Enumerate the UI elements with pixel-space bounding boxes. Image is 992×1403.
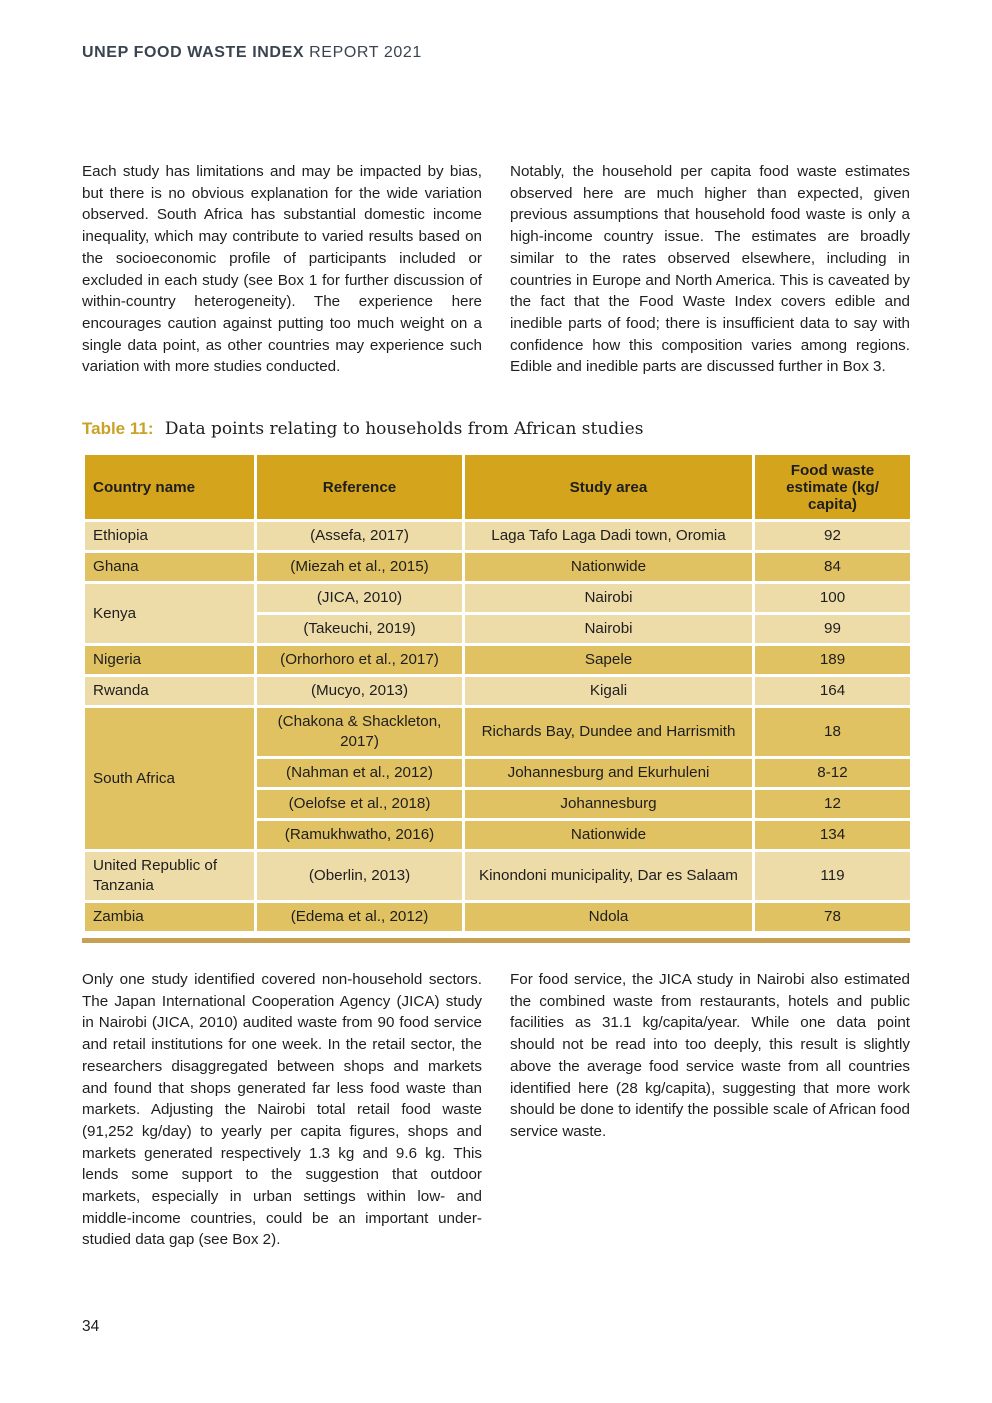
outro-right-paragraph: For food service, the JICA study in Nairobi also estimated the combined waste from restaurants, hotels and public facilities as 31.1 kg/capita/year. While one data point should not be read into too deeply, this result is slightly above the average food service waste from all countries identified here (28 kg/capita), suggesting that more work should be done to identify the possible scale of African food service waste. [510,971,910,1140]
table-row [84,552,912,583]
study-area-cell: Nationwide [464,552,754,583]
table-row [84,645,912,676]
reference-cell: (Nahman et al., 2012) [256,758,464,789]
households-data-table [82,452,913,934]
table-row [84,851,912,902]
table-row [84,902,912,933]
country-cell: Zambia [84,902,256,933]
country-cell: United Republic of Tanzania [84,851,256,902]
study-area-cell: Richards Bay, Dundee and Harrismith [464,707,754,758]
estimate-cell: 92 [754,521,912,552]
study-area-cell: Kigali [464,676,754,707]
outro-left-paragraph: Only one study identified covered non-household sectors. The Japan International Cooperation Agency (JICA) study in Nairobi (JICA, 2010) audited waste from 90 food service and retail institutions for one week. In the retail sector, the researchers disaggregated between shops and markets and found that shops generated far less food waste than markets. Adjusting the Nairobi total retail food waste (91,252 kg/day) to yearly per capita figures, shops and markets generated respectively 1.3 kg and 9.6 kg. This lends some support to the suggestion that outdoor markets, especially in urban settings within low- and middle-income countries, could be an important under-studied data gap (see Box 2). [82,971,482,1249]
study-area-cell: Johannesburg and Ekurhuleni [464,758,754,789]
study-area-cell: Nairobi [464,583,754,614]
reference-cell: (Miezah et al., 2015) [256,552,464,583]
estimate-cell: 100 [754,583,912,614]
table-caption [82,419,643,439]
header-subtitle: REPORT 2021 [309,44,422,61]
study-area-cell: Sapele [464,645,754,676]
estimate-cell: 164 [754,676,912,707]
header-reference: Reference [256,454,464,521]
estimate-cell: 12 [754,789,912,820]
intro-right-column [510,161,910,378]
table-bottom-rule [82,938,910,943]
study-area-cell: Kinondoni municipality, Dar es Salaam [464,851,754,902]
estimate-cell: 18 [754,707,912,758]
table-row [84,521,912,552]
estimate-cell: 78 [754,902,912,933]
outro-left-column [82,969,482,1251]
header-country: Country name [84,454,256,521]
reference-cell: (Oelofse et al., 2018) [256,789,464,820]
reference-cell: (Orhorhoro et al., 2017) [256,645,464,676]
country-cell: Ghana [84,552,256,583]
table-caption-text: Data points relating to households from African studies [164,419,644,439]
table-row [84,707,912,758]
page-number: 34 [82,1318,100,1335]
reference-cell: (Assefa, 2017) [256,521,464,552]
header-study-area: Study area [464,454,754,521]
report-header [82,44,422,62]
estimate-cell: 189 [754,645,912,676]
study-area-cell: Laga Tafo Laga Dadi town, Oromia [464,521,754,552]
country-cell: Nigeria [84,645,256,676]
table-row [84,583,912,614]
outro-right-column [510,969,910,1143]
estimate-cell: 119 [754,851,912,902]
reference-cell: (Ramukhwatho, 2016) [256,820,464,851]
reference-cell: (Takeuchi, 2019) [256,614,464,645]
country-cell: Rwanda [84,676,256,707]
estimate-cell: 134 [754,820,912,851]
reference-cell: (Chakona & Shackleton, 2017) [256,707,464,758]
reference-cell: (Mucyo, 2013) [256,676,464,707]
country-cell: Kenya [84,583,256,645]
reference-cell: (JICA, 2010) [256,583,464,614]
study-area-cell: Ndola [464,902,754,933]
reference-cell: (Oberlin, 2013) [256,851,464,902]
header-estimate: Food waste estimate (kg/ capita) [754,454,912,521]
intro-left-paragraph: Each study has limitations and may be impacted by bias, but there is no obvious explanation for the wide variation observed. South Africa has substantial domestic income inequality, which may contribute to varied results based on the socioeconomic profile of participants included or excluded in each study (see Box 1 for further discussion of within-country heterogeneity). The experience here encourages caution against putting too much weight on a single data point, as other countries may experience such variation with more studies conducted. [82,163,482,376]
study-area-cell: Johannesburg [464,789,754,820]
reference-cell: (Edema et al., 2012) [256,902,464,933]
table-header-row [84,454,912,521]
estimate-cell: 8-12 [754,758,912,789]
study-area-cell: Nationwide [464,820,754,851]
estimate-cell: 99 [754,614,912,645]
intro-right-paragraph: Notably, the household per capita food waste estimates observed here are much higher than expected, given previous assumptions that household food waste is only a high-income country issue. The estimates are broadly similar to the rates observed elsewhere, including in countries in Europe and North America. This is caveated by the fact that the Food Waste Index covers edible and inedible parts of food; there is insufficient data to say with confidence how this composition varies among regions. Edible and inedible parts are discussed further in Box 3. [510,163,910,376]
study-area-cell: Nairobi [464,614,754,645]
country-cell: Ethiopia [84,521,256,552]
intro-left-column [82,161,482,378]
estimate-cell: 84 [754,552,912,583]
header-title: UNEP FOOD WASTE INDEX [82,44,305,61]
country-cell: South Africa [84,707,256,851]
table-caption-label: Table 11: [82,419,154,438]
table-row [84,676,912,707]
